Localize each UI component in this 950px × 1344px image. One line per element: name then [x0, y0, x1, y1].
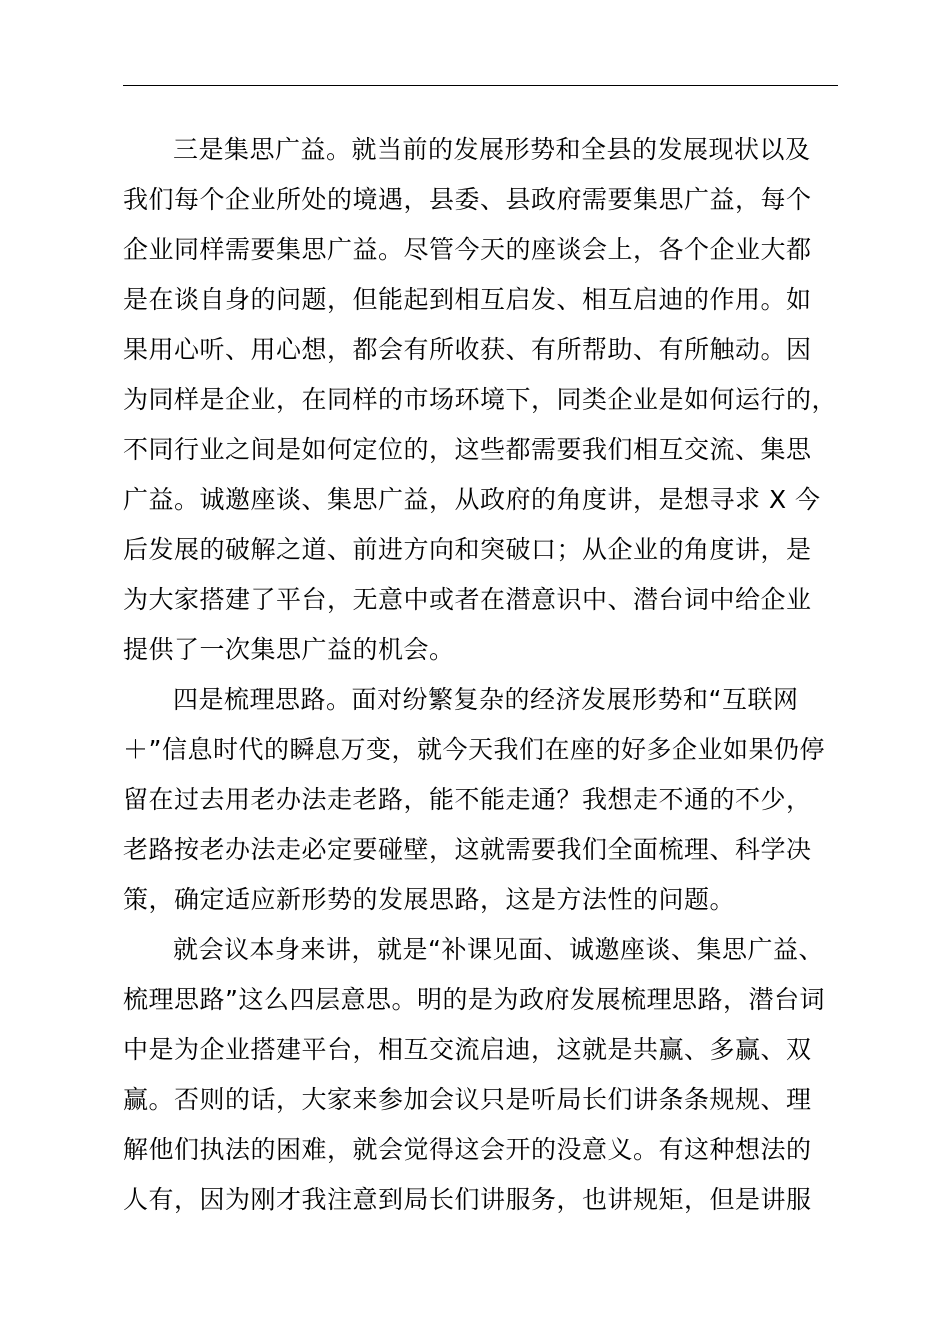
paragraph-1-line-5: 果用心听、用心想，都会有所收获、有所帮助、有所触动。因 — [123, 335, 812, 364]
paragraph-2-line-4: 老路按老办法走必定要碰壁，这就需要我们全面梳理、科学决 — [123, 835, 812, 864]
paragraph-3-line-6: 人有，因为刚才我注意到局长们讲服务，也讲规矩，但是讲服 — [123, 1185, 812, 1214]
paragraph-1-line-9: 后发展的破解之道、前进方向和突破口；从企业的角度讲，是 — [123, 535, 812, 564]
paragraph-1-line-8: 广益。诚邀座谈、集思广益，从政府的角度讲，是想寻求 X 今 — [123, 485, 821, 514]
paragraph-3-line-3: 中是为企业搭建平台，相互交流启迪，这就是共赢、多赢、双 — [123, 1035, 812, 1064]
paragraph-2-line-3: 留在过去用老办法走老路，能不能走通？我想走不通的不少， — [123, 785, 812, 814]
paragraph-1-line-10: 为大家搭建了平台，无意中或者在潜意识中、潜台词中给企业 — [123, 585, 812, 614]
header-rule — [123, 85, 838, 86]
paragraph-3-line-1: 就会议本身来讲，就是“补课见面、诚邀座谈、集思广益、 — [173, 935, 824, 964]
paragraph-1-line-11: 提供了一次集思广益的机会。 — [123, 635, 455, 664]
paragraph-3-line-4: 赢。否则的话，大家来参加会议只是听局长们讲条条规规、理 — [123, 1085, 812, 1114]
paragraph-1-line-4: 是在谈自身的问题，但能起到相互启发、相互启迪的作用。如 — [123, 285, 812, 314]
body-text — [123, 125, 863, 1225]
paragraph-1-line-3: 企业同样需要集思广益。尽管今天的座谈会上，各个企业大都 — [123, 235, 812, 264]
paragraph-1-line-7: 不同行业之间是如何定位的，这些都需要我们相互交流、集思 — [123, 435, 812, 464]
paragraph-1-line-1: 三是集思广益。就当前的发展形势和全县的发展现状以及 — [173, 135, 811, 164]
paragraph-2-line-2: ＋”信息时代的瞬息万变，就今天我们在座的好多企业如果仍停 — [123, 735, 825, 764]
paragraph-1-line-2: 我们每个企业所处的境遇，县委、县政府需要集思广益，每个 — [123, 185, 812, 214]
paragraph-3-line-5: 解他们执法的困难，就会觉得这会开的没意义。有这种想法的 — [123, 1135, 812, 1164]
paragraph-1-line-6: 为同样是企业，在同样的市场环境下，同类企业是如何运行的， — [123, 385, 838, 414]
paragraph-2-line-5: 策，确定适应新形势的发展思路，这是方法性的问题。 — [123, 885, 736, 914]
paragraph-3-line-2: 梳理思路”这么四层意思。明的是为政府发展梳理思路，潜台词 — [123, 985, 825, 1014]
paragraph-2-line-1: 四是梳理思路。面对纷繁复杂的经济发展形势和“互联网 — [173, 685, 799, 714]
